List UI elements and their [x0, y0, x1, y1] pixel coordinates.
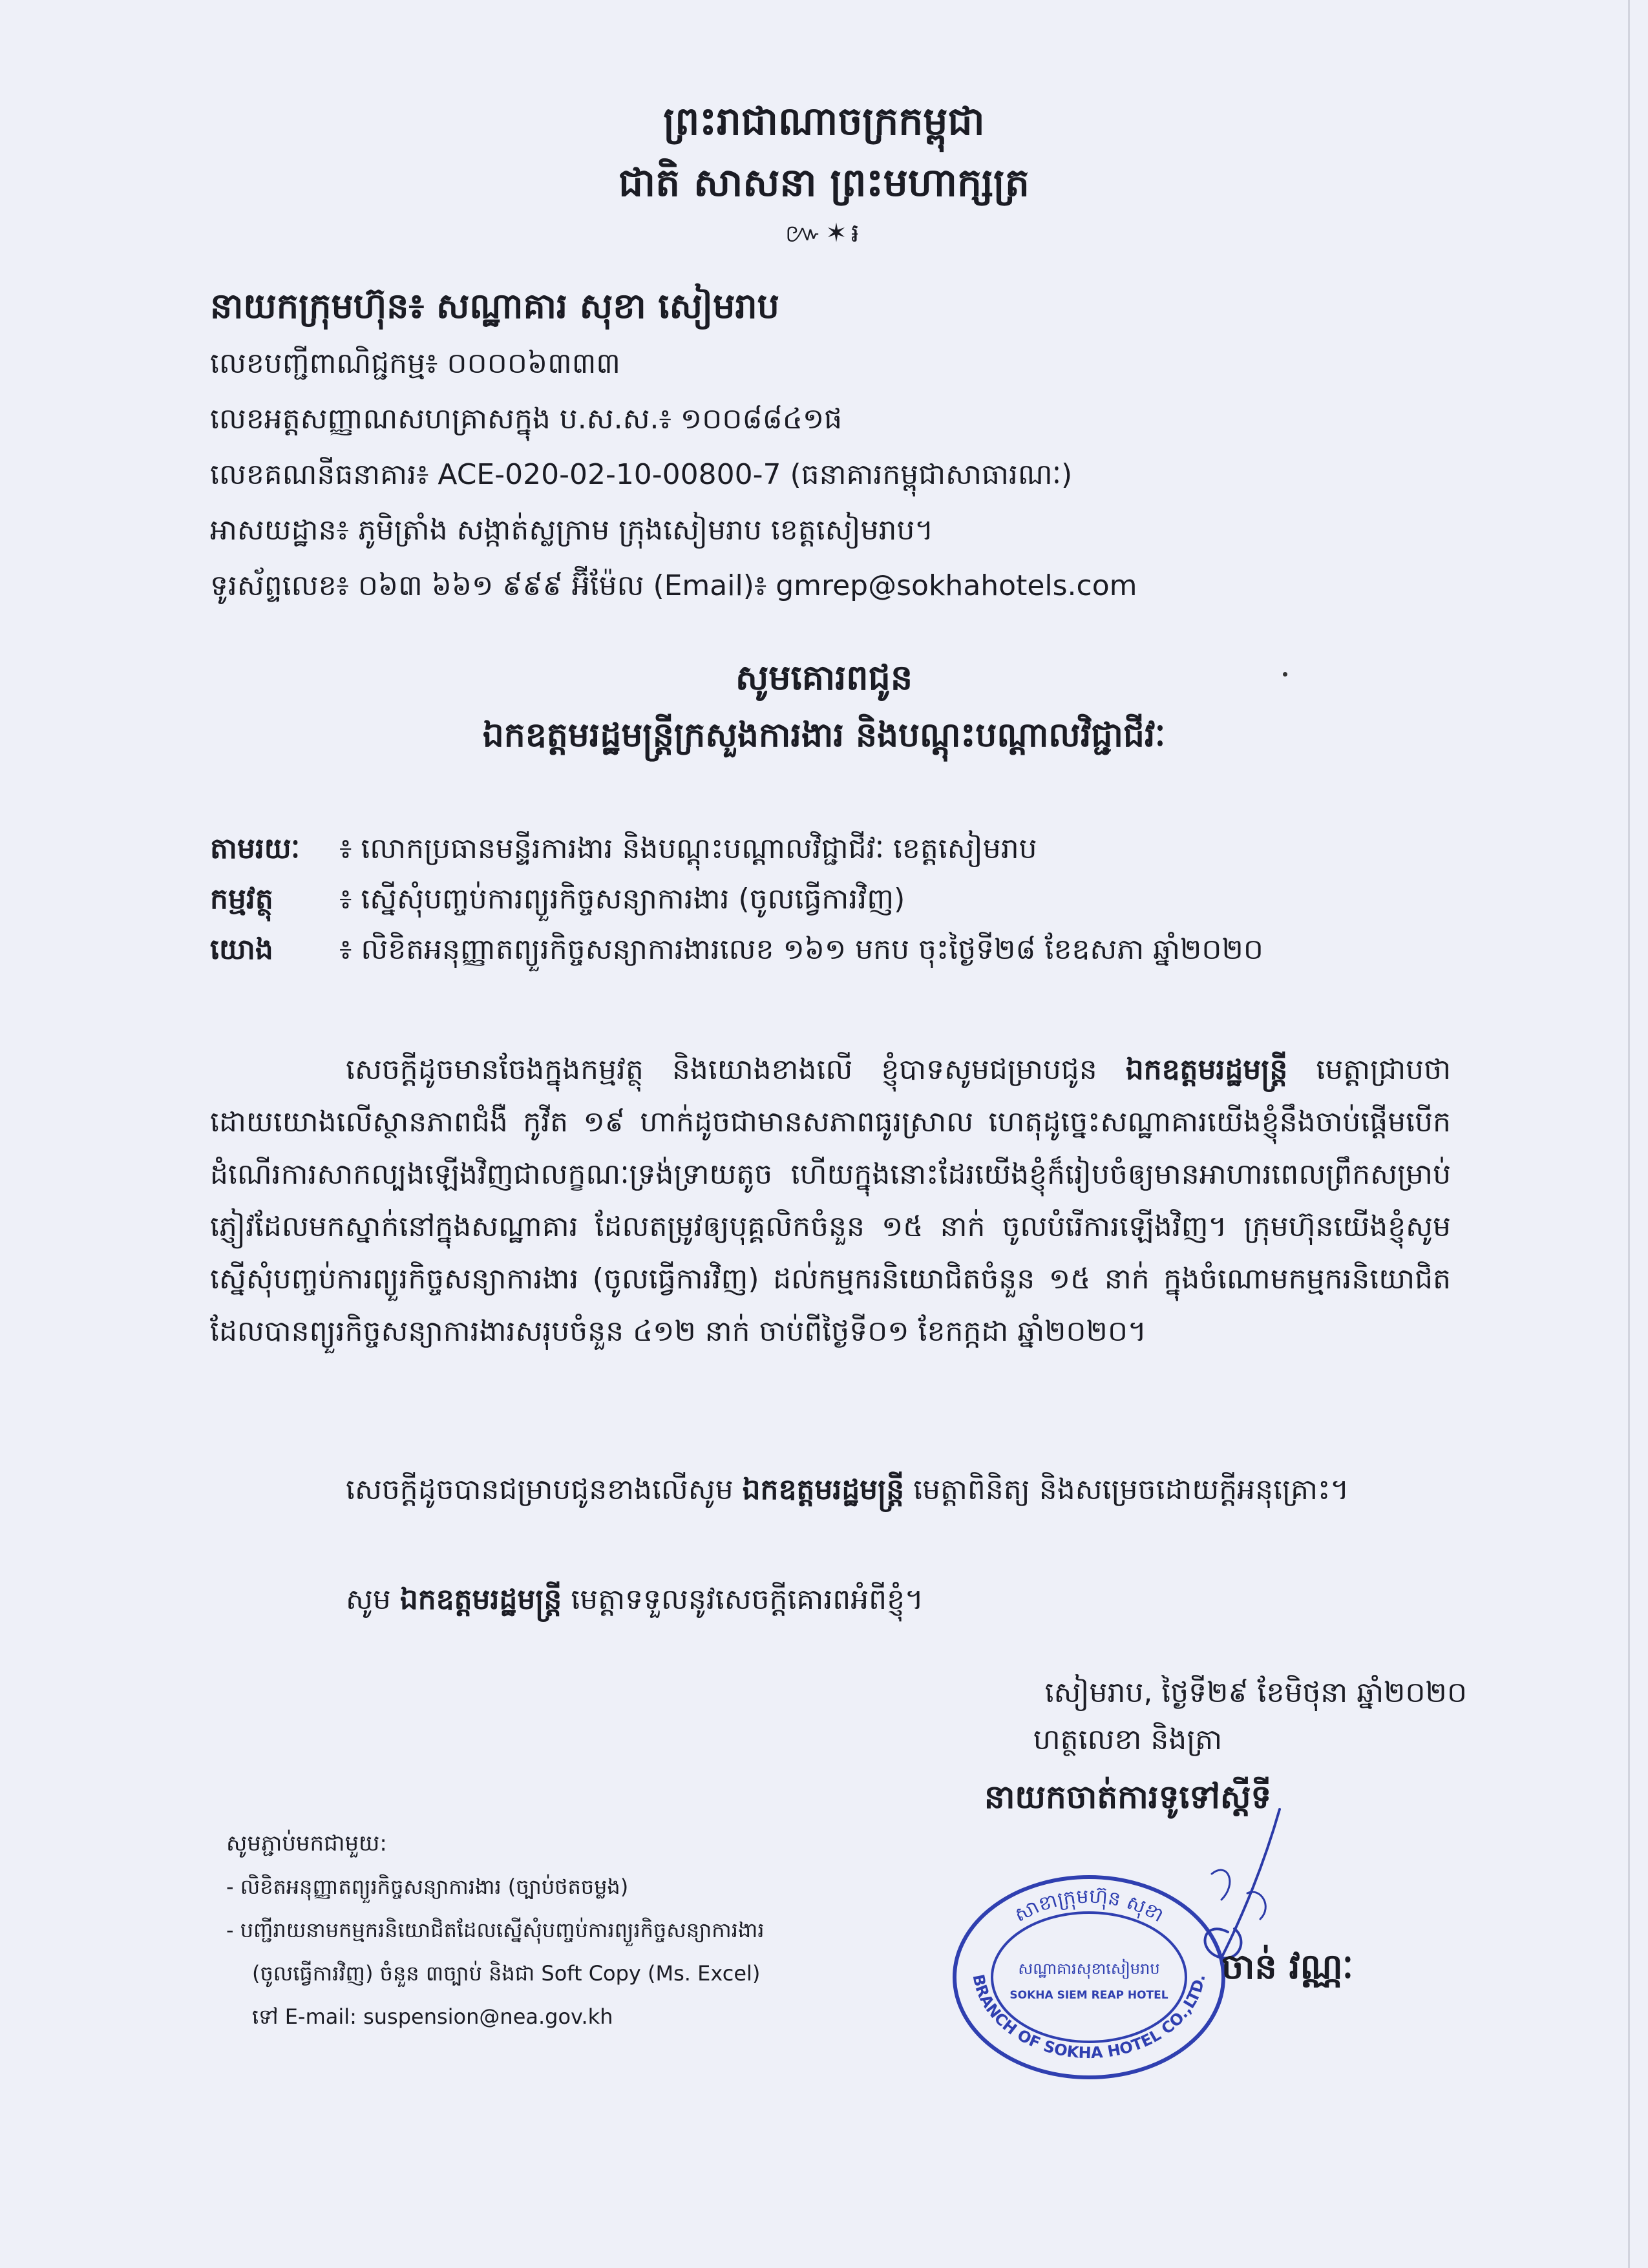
reference-text: ៖ លិខិតអនុញ្ញាតព្យួរកិច្ចសន្យាការងារលេខ ១៦១ មកប ចុះថ្ងៃទី២៨ ខែឧសភា ឆ្នាំ២០២០: [339, 933, 1263, 966]
body-paragraph-2: [210, 1464, 1451, 1516]
p1-text-b: មេត្តាជ្រាបថា ដោយយោងលើស្ថានភាពជំងឺ កូវីត ១៩ ហាក់ដូចជាមានសភាពធូរស្រាល ហេតុដូច្នេះសណ្ឋាគារយើងខ្ញុំនឹងចាប់ផ្តើមបើកដំណើរការសាកល្បងឡើងវិញជាលក្ខណៈទ្រង់ទ្រាយតូច ហើយក្នុងនោះដែរយើងខ្ញុំក៏រៀបចំឲ្យមានអាហារពេលព្រឹកសម្រាប់ភ្ញៀវដែលមកស្នាក់នៅក្នុងសណ្ឋាគារ ដែលតម្រូវឲ្យបុគ្គលិកចំនួន ១៥ នាក់ ចូលបំរើការឡើងវិញ។ ក្រុមហ៊ុនយើងខ្ញុំសូមស្នើសុំបញ្ចប់ការព្យួរកិច្ចសន្យាការងារ (ចូលធ្វើការវិញ) ដល់កម្មករនិយោជិតចំនួន ១៥ នាក់ ក្នុងចំណោមកម្មករនិយោជិតដែលបានព្យួរកិច្ចសន្យាការងារសរុបចំនួន ៤១២ នាក់ ចាប់ពីថ្ងៃទី០១ ខែកក្កដា ឆ្នាំ២០២០។: [210, 1053, 1451, 1348]
nssf-id: លេខអត្តសញ្ញាណសហគ្រាសក្នុង ប.ស.ស.៖ ១០០៨៨៤១ផ: [210, 403, 843, 436]
via-row: [210, 824, 1470, 874]
registration-number: លេខបញ្ជីពាណិជ្ជកម្ម៖ ០០០០៦៣៣៣: [210, 347, 620, 380]
body-paragraph-3: [346, 1573, 1444, 1626]
stamp-middle-text: សណ្ឋាគារសុខាសៀមរាប: [1018, 1960, 1160, 1978]
via-text: ៖ លោកប្រធានមន្ទីរការងារ និងបណ្តុះបណ្តាលវិជ្ជាជីវៈ ខេត្តសៀមរាប: [339, 832, 1037, 865]
stamp-top-text: សាខាក្រុមហ៊ុន សុខា: [1011, 1885, 1168, 1927]
kingdom-heading: ព្រះរាជាណាចក្រកម្ពុជា: [663, 99, 985, 144]
salutation: សូមគោរពជូន: [735, 657, 913, 698]
bank-account: លេខគណនីធនាគារ៖ ACE-020-02-10-00800-7 (ធនាគារកម្ពុជាសាធារណៈ): [210, 458, 1073, 491]
attachment-item-1: - លិខិតអនុញ្ញាតព្យួរកិច្ចសន្យាការងារ (ច្បាប់ថតចម្លង): [226, 1874, 629, 1899]
recipient-title: ឯកឧត្តមរដ្ឋមន្ត្រីក្រសួងការងារ និងបណ្តុះបណ្តាលវិជ្ជាជីវៈ: [482, 716, 1166, 755]
stamp-bottom-text: BRANCH OF SOKHA HOTEL CO.,LTD.: [969, 1973, 1209, 2063]
company-info: [210, 336, 1470, 614]
p3-text-b: មេត្តាទទួលនូវសេចក្តីគោរពអំពីខ្ញុំ។: [562, 1583, 924, 1616]
stamp-english-name: SOKHA SIEM REAP HOTEL: [1009, 1989, 1168, 2002]
signer-name: ចាន់ វណ្ណៈ: [1221, 1946, 1354, 1987]
attachment-item-2: - បញ្ជីរាយនាមកម្មករនិយោជិតដែលស្នើសុំបញ្ចប់ការព្យួរកិច្ចសន្យាការងារ: [226, 1918, 765, 1942]
p3-bold: ឯកឧត្តមរដ្ឋមន្ត្រី: [399, 1583, 562, 1616]
body-paragraph-1: [210, 1044, 1451, 1358]
p1-text-a: សេចក្តីដូចមានចែងក្នុងកម្មវត្ថុ និងយោងខាងលើ ខ្ញុំបាទសូមជម្រាបជូន: [346, 1053, 1126, 1086]
attachments-list: [226, 1822, 969, 2039]
subject-row: [210, 874, 1470, 925]
reference-row: [210, 925, 1470, 975]
p2-text-b: មេត្តាពិនិត្យ និងសម្រេចដោយក្តីអនុគ្រោះ។: [904, 1473, 1349, 1506]
address: អាសយដ្ឋាន៖ ភូមិត្រាំង សង្កាត់ស្លក្រាម ក្រុងសៀមរាប ខេត្តសៀមរាប។: [210, 514, 934, 547]
subject-label: កម្មវត្ថុ: [210, 883, 273, 916]
director-title: នាយកចាត់ការទូទៅស្តីទី: [984, 1778, 1272, 1816]
national-motto: ជាតិ សាសនា ព្រះមហាក្សត្រ: [618, 160, 1030, 205]
ornament-divider: ៚✶៛: [785, 218, 863, 248]
date-line: សៀមរាប, ថ្ងៃទី២៩ ខែមិថុនា ឆ្នាំ២០២០: [1044, 1676, 1467, 1709]
attachment-item-2-cont: (ចូលធ្វើការវិញ) ចំនួន ៣ច្បាប់ និងជា Soft Copy (Ms. Excel): [252, 1961, 761, 1986]
phone-email: ទូរស័ព្ទលេខ៖ ០៦៣ ៦៦១ ៩៩៩ អ៊ីម៉ែល (Email)៖ gmrep@sokhahotels.com: [210, 569, 1137, 602]
company-name: នាយកក្រុមហ៊ុន៖ សណ្ឋាគារ សុខា សៀមរាប: [210, 286, 779, 326]
attachments-title: សូមភ្ជាប់មកជាមួយ:: [226, 1831, 387, 1856]
signature-stamp-caption: ហត្ថលេខា និងត្រា: [1033, 1723, 1223, 1756]
reference-label: យោង: [210, 933, 273, 966]
subject-text: ៖ ស្នើសុំបញ្ចប់ការព្យួរកិច្ចសន្យាការងារ (ចូលធ្វើការវិញ): [339, 883, 905, 916]
attachment-email: ទៅ E-mail: suspension@nea.gov.kh: [252, 2004, 613, 2029]
p2-bold: ឯកឧត្តមរដ្ឋមន្ត្រី: [742, 1473, 905, 1506]
page-edge-line: [1628, 0, 1630, 2268]
reference-block: [210, 824, 1470, 975]
p2-text-a: សេចក្តីដូចបានជម្រាបជូនខាងលើសូម: [346, 1473, 743, 1506]
p3-text-a: សូម: [346, 1583, 400, 1616]
via-label: តាមរយៈ: [210, 832, 301, 865]
p1-bold: ឯកឧត្តមរដ្ឋមន្ត្រី: [1125, 1053, 1288, 1086]
